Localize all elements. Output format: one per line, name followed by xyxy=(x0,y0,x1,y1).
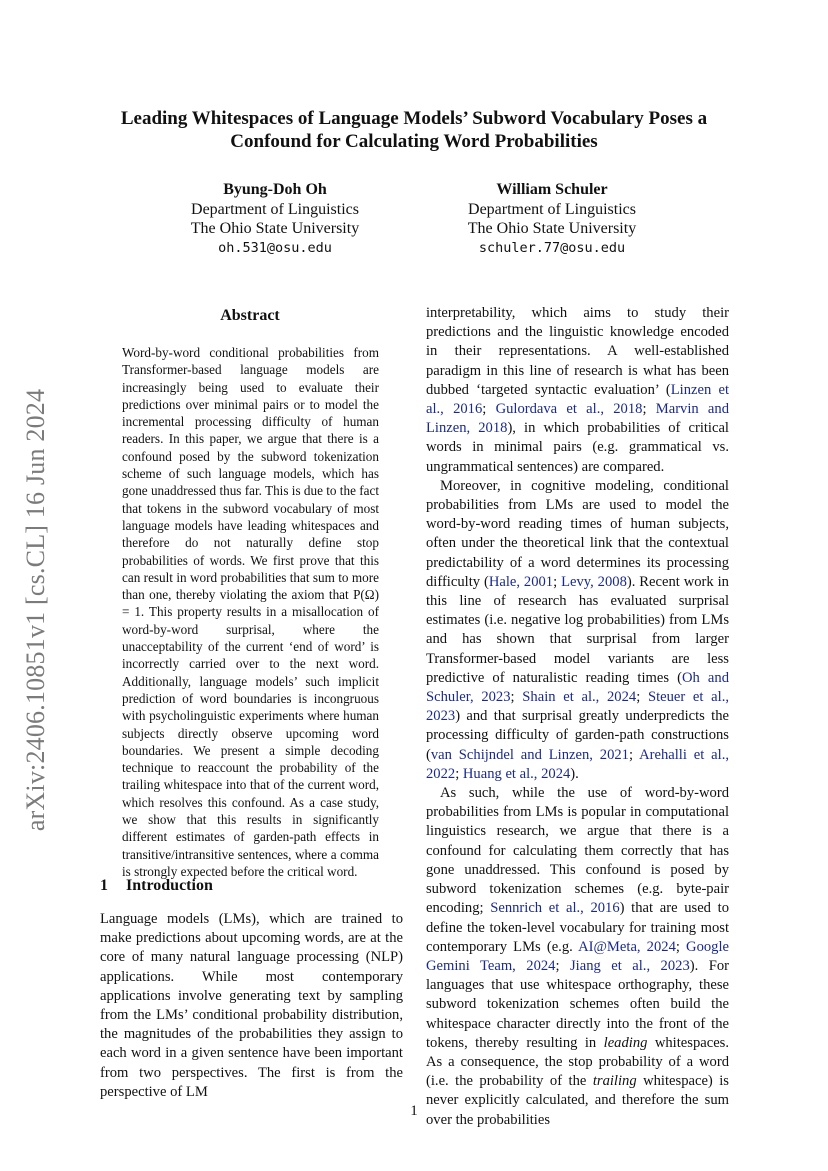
body-text: ). For languages that use whitespace orthography, these subword tokenization schemes often build the whitespace character directly into the front of the tokens, thereby resulting in xyxy=(426,957,729,1051)
body-text: interpretability, which aims to study their predictions and the linguistic knowledge encoded in their representations. A well-established paradigm in this line of research is what has been dubbed ‘targeted syntactic evaluation’ ( xyxy=(426,305,729,398)
intro-paragraph-left xyxy=(100,910,403,1102)
separator: ; xyxy=(675,938,687,955)
author-block-1 xyxy=(135,180,415,258)
separator: ; xyxy=(628,746,640,763)
citation-link[interactable]: Linzen et al., 2016 xyxy=(426,381,730,418)
arxiv-id: arXiv:2406.10851v1 [cs.CL] 16 Jun 2024 xyxy=(21,388,50,832)
body-text: As such, while the use of word-by-word probabilities from LMs is popular in computational linguistics research, we argue that there is a confound for calculating them correctly that has gone unaddressed. This confound is posed by subword tokenization schemes (e.g. byte-pair encoding; xyxy=(426,785,729,917)
separator: ; xyxy=(510,689,523,706)
body-text: Language models (LMs), which are trained to make predictions about upcoming words, are at the core of many natural language processing (NLP) applications. While most contemporary applications involve generating text by sampling from the LMs’ conditional probability distribution, the magnitudes of the probabilities they assign to each word in a given sentence have been important from two perspectives. The first is from the perspective of LM xyxy=(100,911,403,1100)
abstract-text: Word-by-word conditional probabilities from Transformer-based language models are increasingly being used to evaluate their predictions over minimal pairs or to model the incremental processing difficulty of human readers. In this paper, we argue that there is a confound posed by the subword tokenization scheme of such language models, which has gone unaddressed thus far. This is due to the fact that tokens in the subword vocabulary of most language models have leading whitespaces and therefore do not naturally define stop probabilities of words. We first prove that this can result in word probabilities that sum to more than one, thereby violating the axiom that P(Ω) = 1. This property results in a misallocation of word-by-word surprisal, where the unacceptability of the current ‘end of word’ is incorrectly carried over to the next word. Additionally, language models’ such implicit prediction of word boundaries is incongruous with psycholinguistic experiments where human subjects directly observe upcoming word boundaries. We present a simple decoding technique to reaccount the probability of the trailing whitespace into that of the current word, which resolves this confound. As a case study, we show that this results in significantly different estimates of garden-path effects in transitive/intransitive sentences, where a comma is strongly expected before the critical word. xyxy=(122,345,379,879)
section-title: Introduction xyxy=(126,877,213,894)
page-number: 1 xyxy=(410,1103,418,1119)
emphasis: trailing xyxy=(592,1073,637,1090)
body-text: whitespace) is never explicitly calculated, and therefore the sum over the probabilities xyxy=(426,1073,729,1128)
section-number: 1 xyxy=(100,877,108,894)
body-text: ). xyxy=(570,765,579,782)
arxiv-sidebar-stamp xyxy=(16,370,56,850)
paragraph xyxy=(426,477,729,784)
body-text: ), in which probabilities of critical words in minimal pairs (e.g. grammatical vs. ungrammatical sentences) are compared. xyxy=(426,420,729,475)
separator: ; xyxy=(553,573,562,590)
citation-link[interactable]: Jiang et al., 2023 xyxy=(570,957,690,974)
citation-link[interactable]: Huang et al., 2024 xyxy=(462,765,571,782)
separator: ; xyxy=(636,689,648,706)
author-university: The Ohio State University xyxy=(190,220,360,237)
citation-link[interactable]: Marvin and Linzen, 2018 xyxy=(426,401,730,437)
citation-link[interactable]: Sennrich et al., 2016 xyxy=(490,900,620,917)
body-text: ). Recent work in this line of research has evaluated surprisal estimates (i.e. negative log probabilities) from LMs and has shown that surprisal from larger Transformer-based model variants are less predictive of naturalistic reading times ( xyxy=(426,573,729,686)
author-name: William Schuler xyxy=(496,181,608,198)
author-name: Byung-Doh Oh xyxy=(223,181,327,198)
author-email[interactable]: schuler.77@osu.edu xyxy=(478,239,626,256)
separator: ; xyxy=(455,765,463,782)
citation-link[interactable]: Arehalli et al., 2022 xyxy=(426,746,729,782)
citation-link[interactable]: Shain et al., 2024 xyxy=(522,689,637,706)
citation-link[interactable]: Google Gemini Team, 2024 xyxy=(426,938,730,974)
paper-title: Leading Whitespaces of Language Models’ Subword Vocabulary Poses a Confound for Calculating Word Probabilities xyxy=(120,108,708,152)
abstract-heading: Abstract xyxy=(220,307,280,324)
citation-link[interactable]: Gulordava et al., 2018 xyxy=(495,401,643,418)
separator: ; xyxy=(482,401,496,418)
separator: ; xyxy=(555,957,570,974)
citation-link[interactable]: Hale, 2001 xyxy=(488,573,554,590)
author-university: The Ohio State University xyxy=(467,220,637,237)
emphasis: leading xyxy=(603,1034,648,1051)
paragraph xyxy=(426,784,729,1130)
body-text: ) and that surprisal greatly underpredicts the processing difficulty of garden-path constructions ( xyxy=(426,708,729,763)
paragraph xyxy=(426,304,729,477)
body-text: whitespaces. As a consequence, the stop probability of a word (i.e. the probability of the xyxy=(426,1034,730,1090)
right-column xyxy=(426,304,729,1130)
citation-link[interactable]: Levy, 2008 xyxy=(561,573,627,590)
author-email[interactable]: oh.531@osu.edu xyxy=(218,239,332,256)
author-department: Department of Linguistics xyxy=(468,200,636,218)
body-text: Moreover, in cognitive modeling, conditional probabilities from LMs are used to model the word-by-word reading times of human subjects, often under the theoretical link that the contextual predictability of a word determines its processing difficulty ( xyxy=(426,477,729,590)
author-department: Department of Linguistics xyxy=(191,200,359,218)
body-text: ) that are used to define the token-level vocabulary for training most contemporary LMs (e.g. xyxy=(426,900,729,955)
section-heading xyxy=(100,877,213,895)
author-block-2 xyxy=(412,180,692,258)
separator: ; xyxy=(642,401,656,418)
citation-link[interactable]: Steuer et al., 2023 xyxy=(426,689,729,725)
citation-link[interactable]: van Schijndel and Linzen, 2021 xyxy=(430,746,629,763)
citation-link[interactable]: AI@Meta, 2024 xyxy=(578,938,676,955)
citation-link[interactable]: Oh and Schuler, 2023 xyxy=(426,669,729,706)
